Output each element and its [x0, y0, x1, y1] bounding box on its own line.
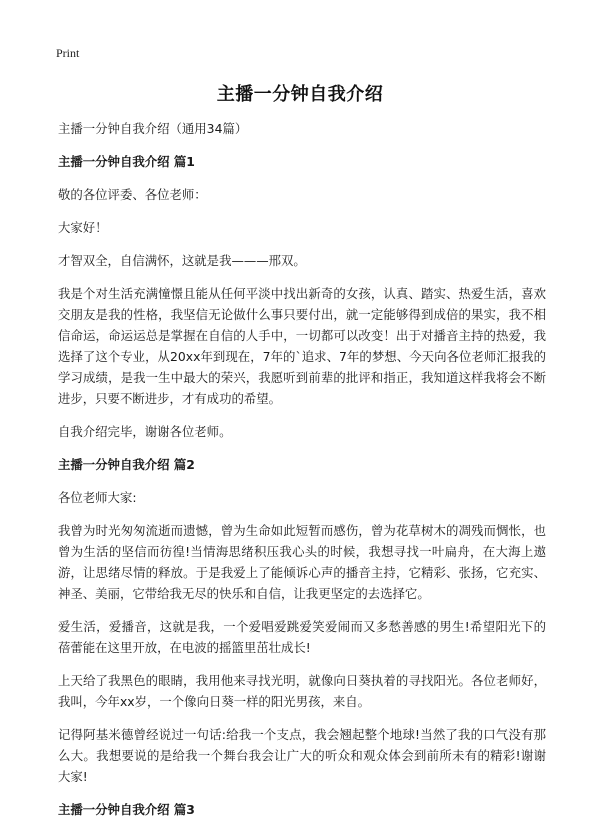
paragraph: 我曾为时光匆匆流逝而遗憾，曾为生命如此短暂而感伤，曾为花草树木的凋残而惆怅，也曾为生活的坚信而彷徨!当情海思绪积压我心头的时候，我想寻找一叶扁舟，在大海上遨游，让思绪尽情的释放。于是我爱上了能倾诉心声的播音主持，它精彩、张扬，它充实、神圣、美丽，它带给我无尽的快乐和自信，让我更坚定的去选择它。	[58, 523, 546, 601]
section-heading: 主播一分钟自我介绍 篇1	[58, 154, 195, 169]
paragraph: 各位老师大家:	[58, 490, 137, 505]
section-heading: 主播一分钟自我介绍 篇2	[58, 457, 195, 472]
document-body	[58, 118, 546, 832]
section-heading: 主播一分钟自我介绍 篇3	[58, 802, 195, 817]
paragraph: 自我介绍完毕，谢谢各位老师。	[58, 424, 232, 439]
paragraph: 爱生活，爱播音，这就是我，一个爱唱爱跳爱笑爱闹而又多愁善感的男生!希望阳光下的蓓蕾能在这里开放，在电波的摇篮里茁壮成长!	[58, 619, 546, 655]
page-title: 主播一分钟自我介绍	[216, 84, 384, 105]
paragraph: 上天给了我黑色的眼睛，我用他来寻找光明，就像向日葵执着的寻找阳光。各位老师好，我叫，今年xx岁，一个像向日葵一样的阳光男孩，来自。	[58, 673, 546, 709]
paragraph: 记得阿基米德曾经说过一句话:给我一个支点，我会翘起整个地球!当然了我的口气没有那么大。我想要说的是给我一个舞台我会让广大的听众和观众体会到前所未有的精彩!谢谢大家!	[58, 727, 546, 784]
paragraph: 大家好！	[58, 220, 108, 235]
document-subtitle: 主播一分钟自我介绍（通用34篇）	[58, 121, 248, 136]
paragraph: 敬的各位评委、各位老师：	[58, 187, 207, 202]
paragraph: 我是个对生活充满憧憬且能从任何平淡中找出新奇的女孩，认真、踏实、热爱生活，喜欢交朋友是我的性格，我坚信无论做什么事只要付出，就一定能够得到成倍的果实，我不相信命运，命运运总是掌握在自信的人手中，一切都可以改变！出于对播音主持的热爱，我选择了这个专业，从20xx年到现在，7年的`追求、7年的梦想、今天向各位老师汇报我的学习成绩，是我一生中最大的荣兴，我愿听到前辈的批评和指正，我知道这样我将会不断进步，只要不断进步，才有成功的希望。	[58, 286, 546, 406]
print-link[interactable]: Print	[56, 46, 80, 60]
paragraph: 才智双全，自信满怀，这就是我———邢双。	[58, 253, 306, 268]
